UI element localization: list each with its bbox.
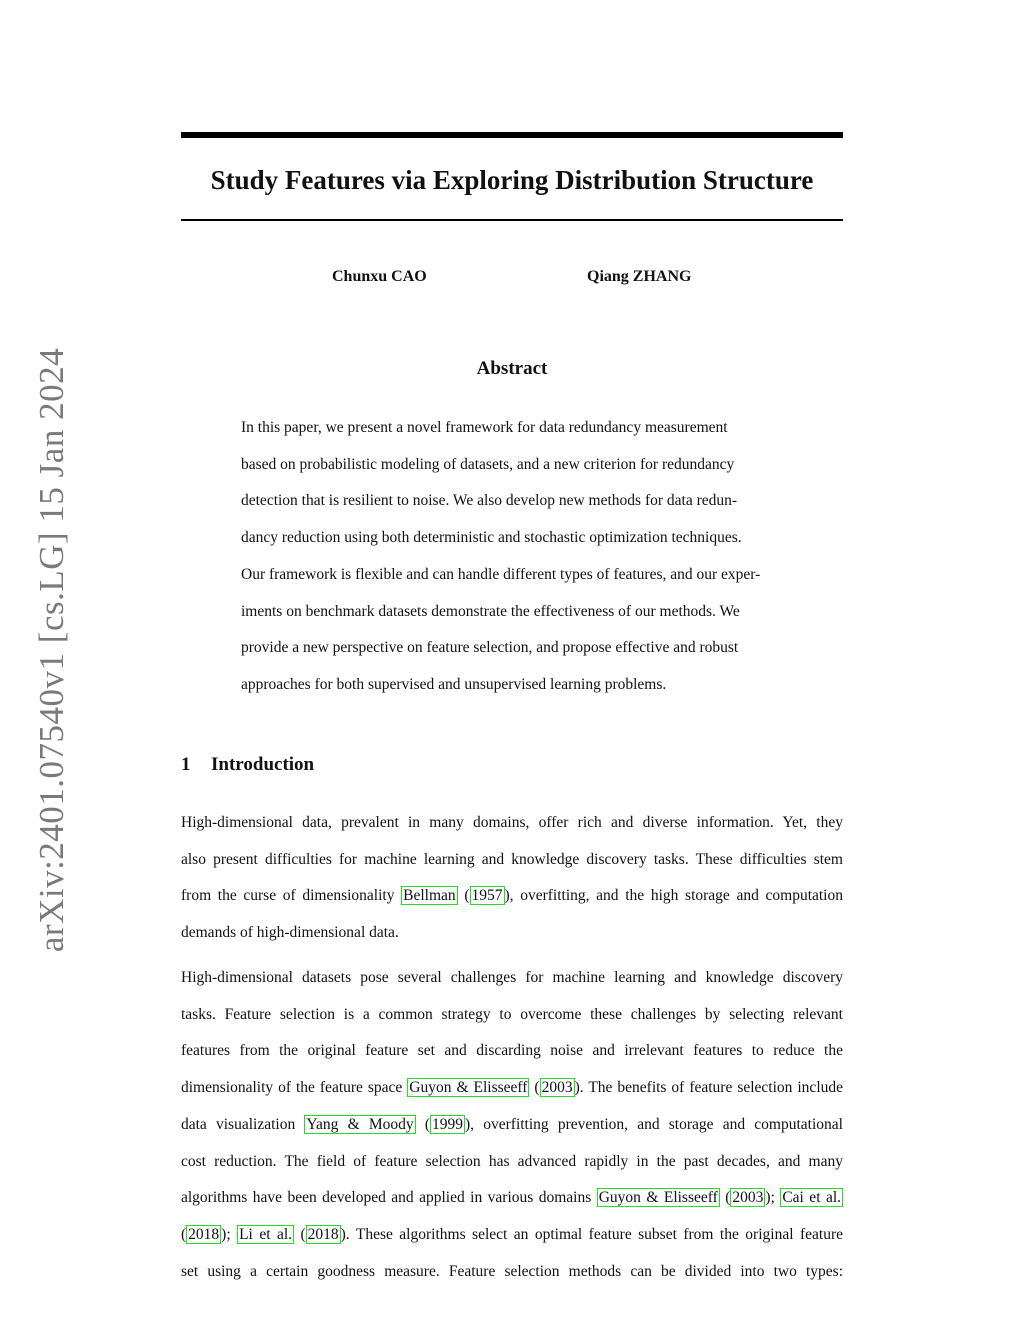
- paragraph-line: [181, 1180, 843, 1217]
- text-run: from the curse of dimensionality: [181, 887, 402, 905]
- citation-link[interactable]: 1957: [471, 887, 503, 905]
- paragraph-line: demands of high-dimensional data.: [181, 924, 399, 942]
- abstract-line: dancy reduction using both deterministic and stochastic optimization techniques.: [241, 529, 742, 547]
- text-run: (: [415, 1115, 431, 1133]
- text-run: data visualization: [181, 1115, 305, 1133]
- paragraph-line: [181, 1217, 843, 1254]
- citation-link[interactable]: Yang & Moody: [306, 1115, 414, 1133]
- abstract-line: based on probabilistic modeling of datasets, and a new criterion for redundancy: [241, 455, 735, 473]
- text-run: (: [719, 1189, 731, 1207]
- text-run: ), overfitting, and the high storage and computation: [504, 887, 843, 905]
- text-run: (: [181, 1225, 187, 1243]
- paragraph-line: tasks. Feature selection is a common strategy to overcome these challenges by selecting relevant: [181, 1005, 843, 1023]
- paragraph-line: also present difficulties for machine learning and knowledge discovery tasks. These difficulties stem: [181, 850, 843, 868]
- title-top-rule: [181, 132, 843, 138]
- paragraph-line: High-dimensional datasets pose several challenges for machine learning and knowledge discovery: [181, 969, 843, 986]
- paragraph-line: [181, 1070, 843, 1107]
- text-run: (: [294, 1225, 306, 1243]
- text-run: );: [221, 1225, 238, 1243]
- citation-link[interactable]: 2018: [307, 1225, 339, 1243]
- text-run: dimensionality of the feature space: [181, 1079, 408, 1097]
- abstract-line: detection that is resilient to noise. We also develop new methods for data redun-: [241, 492, 738, 510]
- arxiv-side-stamp: arXiv:2401.07540v1 [cs.LG] 15 Jan 2024: [32, 347, 71, 953]
- text-run: ). These algorithms select an optimal feature subset from the original feature: [340, 1225, 843, 1243]
- section-number: 1: [181, 754, 191, 775]
- abstract-line: iments on benchmark datasets demonstrate the effectiveness of our methods. We: [241, 602, 740, 620]
- intro-paragraph-1: [181, 805, 843, 952]
- paper-title: Study Features via Exploring Distribution Structure: [210, 165, 814, 195]
- abstract-line: In this paper, we present a novel framework for data redundancy measurement: [241, 419, 728, 436]
- citation-link[interactable]: Guyon & Elisseeff: [409, 1079, 528, 1097]
- author-name: Chunxu CAO: [332, 268, 427, 285]
- citation-link[interactable]: Li et al.: [239, 1225, 293, 1243]
- citation-link[interactable]: 2003: [732, 1189, 764, 1207]
- citation-link[interactable]: Bellman: [403, 887, 456, 905]
- text-run: (: [457, 887, 470, 905]
- citation-link[interactable]: Cai et al.: [782, 1189, 842, 1207]
- paragraph-line: features from the original feature set and discarding noise and irrelevant features to reduce the: [181, 1042, 843, 1060]
- paragraph-line: [181, 1107, 843, 1144]
- paragraph-line: set using a certain goodness measure. Feature selection methods can be divided into two types:: [181, 1262, 843, 1280]
- citation-link[interactable]: Guyon & Elisseeff: [598, 1189, 718, 1207]
- citation-link[interactable]: 2018: [188, 1225, 220, 1243]
- citation-link[interactable]: 2003: [541, 1079, 573, 1097]
- section-heading: [181, 752, 314, 778]
- citation-link[interactable]: 1999: [432, 1115, 464, 1133]
- abstract-line: Our framework is flexible and can handle different types of features, and our exper-: [241, 565, 761, 583]
- title-bottom-rule: [181, 219, 843, 221]
- author-name: Qiang ZHANG: [587, 268, 692, 285]
- intro-paragraph-2: [181, 960, 843, 1290]
- text-run: ). The benefits of feature selection include: [574, 1079, 844, 1097]
- abstract-line: provide a new perspective on feature selection, and propose effective and robust: [241, 639, 739, 657]
- text-run: );: [765, 1189, 781, 1207]
- section-title: Introduction: [211, 754, 315, 775]
- text-run: (: [529, 1079, 540, 1097]
- text-run: algorithms have been developed and applied in various domains: [181, 1189, 597, 1207]
- abstract-line: approaches for both supervised and unsupervised learning problems.: [241, 675, 667, 693]
- text-run: ), overfitting prevention, and storage and computational: [465, 1115, 843, 1133]
- abstract-heading: Abstract: [476, 358, 548, 379]
- paragraph-line: High-dimensional data, prevalent in many domains, offer rich and diverse information. Yet, they: [181, 814, 843, 831]
- paragraph-line: cost reduction. The field of feature selection has advanced rapidly in the past decades, and many: [181, 1152, 843, 1170]
- abstract-body: [241, 410, 786, 704]
- paragraph-line: [181, 878, 843, 915]
